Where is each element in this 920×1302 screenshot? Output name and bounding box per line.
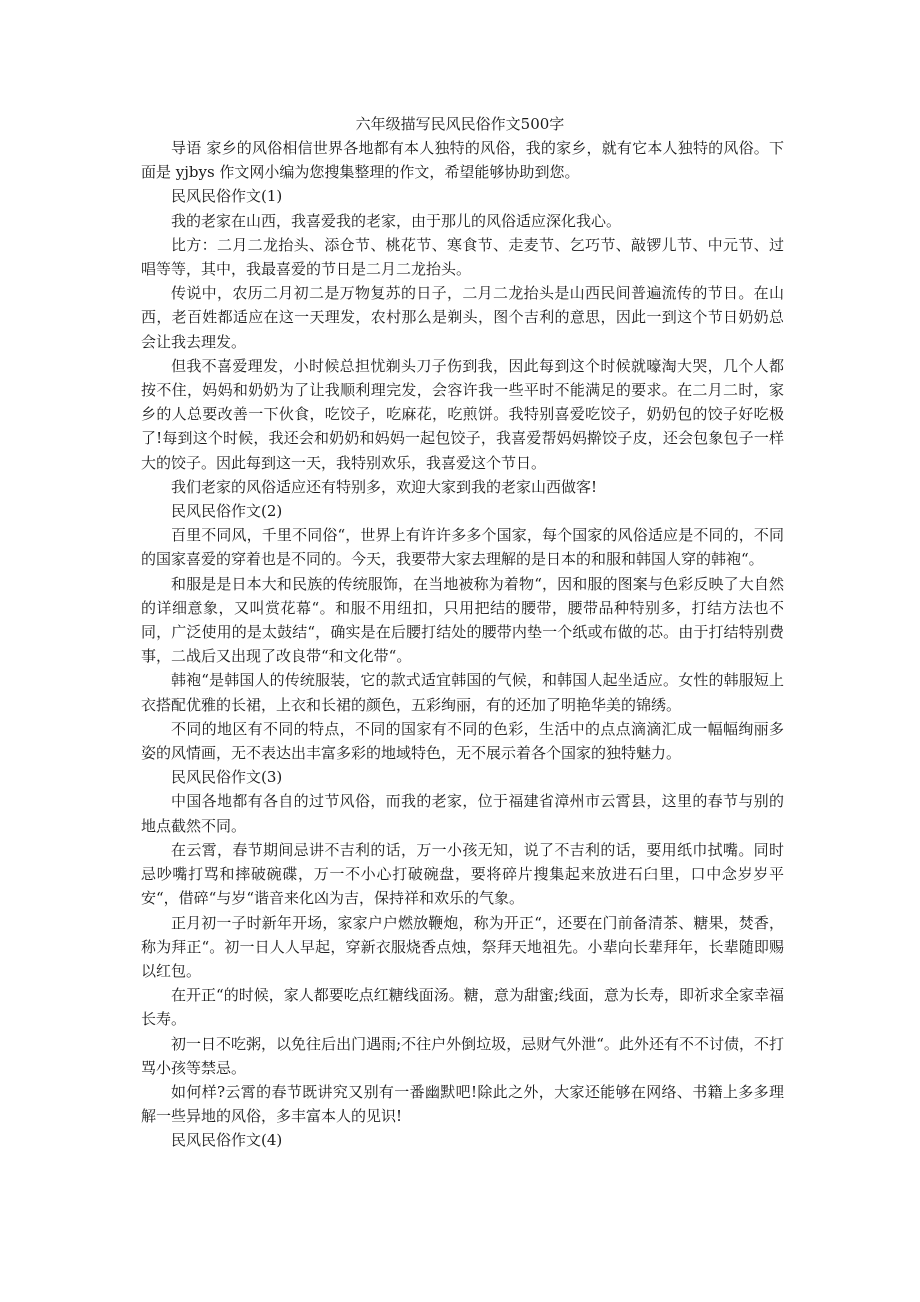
- paragraph: 但我不喜爱理发，小时候总担忧剃头刀子伤到我，因此每到这个时候就嚎淘大哭，几个人都按不住，妈妈和奶奶为了让我顺利理完发，会容许我一些平时不能满足的要求。在二月二时，家乡的人总要改善一下伙食，吃饺子，吃麻花，吃煎饼。我特别喜爱吃饺子，奶奶包的饺子好吃极了!每到这个时候，我还会和奶奶和妈妈一起包饺子，我喜爱帮妈妈擀饺子皮，还会包象包子一样大的饺子。因此每到这一天，我特别欢乐，我喜爱这个节日。: [141, 356, 784, 472]
- paragraph: 不同的地区有不同的特点，不同的国家有不同的色彩，生活中的点点滴滴汇成一幅幅绚丽多姿的风情画，无不表达出丰富多彩的地域特色，无不展示着各个国家的独特魅力。: [141, 719, 784, 763]
- paragraph: 初一日不吃粥，以免往后出门遇雨;不往户外倒垃圾，忌财气外泄“。此外还有不不讨债，不打骂小孩等禁忌。: [141, 1034, 784, 1077]
- section-heading-1: 民风民俗作文(1): [171, 187, 283, 206]
- document-title: 六年级描写民风民俗作文500字: [355, 115, 565, 133]
- paragraph: 在云霄，春节期间忌讲不吉利的话，万一小孩无知，说了不吉利的话，要用纸巾拭嘴。同时忌吵嘴打骂和摔破碗碟，万一不小心打破碗盘，要将碎片搜集起来放进石臼里，口中念岁岁平安“，借碎“与岁“谐音来化凶为吉，保持祥和欢乐的气象。: [141, 840, 784, 908]
- paragraph: 和服是是日本大和民族的传统服饰，在当地被称为着物“，因和服的图案与色彩反映了大自然的详细意象，又叫赏花幕“。和服不用纽扣，只用把结的腰带，腰带品种特别多，打结方法也不同，广泛使用的是太鼓结“，确实是在后腰打结处的腰带内垫一个纸或布做的芯。由于打结特别费事，二战后又出现了改良带“和文化带“。: [141, 574, 784, 666]
- paragraph-intro: 导语 家乡的风俗相信世界各地都有本人独特的风俗，我的家乡，就有它本人独特的风俗。下面是 yjbys 作文网小编为您搜集整理的作文，希望能够协助到您。: [141, 139, 784, 182]
- section-heading-4: 民风民俗作文(4): [171, 1131, 283, 1150]
- paragraph: 中国各地都有各自的过节风俗，而我的老家，位于福建省漳州市云霄县，这里的春节与别的地点截然不同。: [141, 792, 784, 835]
- paragraph: 传说中，农历二月初二是万物复苏的日子，二月二龙抬头是山西民间普遍流传的节日。在山西，老百姓都适应在这一天理发，农村那么是剃头，图个吉利的意思，因此一到这个节日奶奶总会让我去理发。: [141, 284, 784, 351]
- paragraph: 如何样?云霄的春节既讲究又别有一番幽默吧!除此之外，大家还能够在网络、书籍上多多理解一些异地的风俗，多丰富本人的见识!: [141, 1082, 784, 1126]
- section-heading-2: 民风民俗作文(2): [171, 502, 283, 521]
- paragraph: 我们老家的风俗适应还有特别多，欢迎大家到我的老家山西做客!: [171, 477, 598, 496]
- paragraph: 我的老家在山西，我喜爱我的老家，由于那儿的风俗适应深化我心。: [171, 211, 622, 230]
- paragraph: 比方：二月二龙抬头、添仓节、桃花节、寒食节、走麦节、乞巧节、敲锣儿节、中元节、过唱等等，其中，我最喜爱的节日是二月二龙抬头。: [141, 235, 784, 279]
- document-body: [141, 136, 784, 1153]
- paragraph: 在开正“的时候，家人都要吃点红糖线面汤。糖，意为甜蜜;线面，意为长寿，即祈求全家幸福长寿。: [141, 986, 784, 1029]
- paragraph: 韩袍“是韩国人的传统服装，它的款式适宜韩国的气候，和韩国人起坐适应。女性的韩服短上衣搭配优雅的长裙，上衣和长裙的颜色，五彩绚丽，有的还加了明艳华美的锦绣。: [141, 671, 784, 714]
- section-heading-3: 民风民俗作文(3): [171, 768, 283, 787]
- paragraph: 百里不同风，千里不同俗“，世界上有许许多多个国家，每个国家的风俗适应是不同的，不同的国家喜爱的穿着也是不同的。今天，我要带大家去理解的是日本的和服和韩国人穿的韩袍“。: [141, 526, 784, 569]
- paragraph: 正月初一子时新年开场，家家户户燃放鞭炮，称为开正“，还要在门前备清茶、糖果，焚香，称为拜正“。初一日人人早起，穿新衣服烧香点烛，祭拜天地祖先。小辈向长辈拜年，长辈随即赐以红包。: [141, 913, 784, 980]
